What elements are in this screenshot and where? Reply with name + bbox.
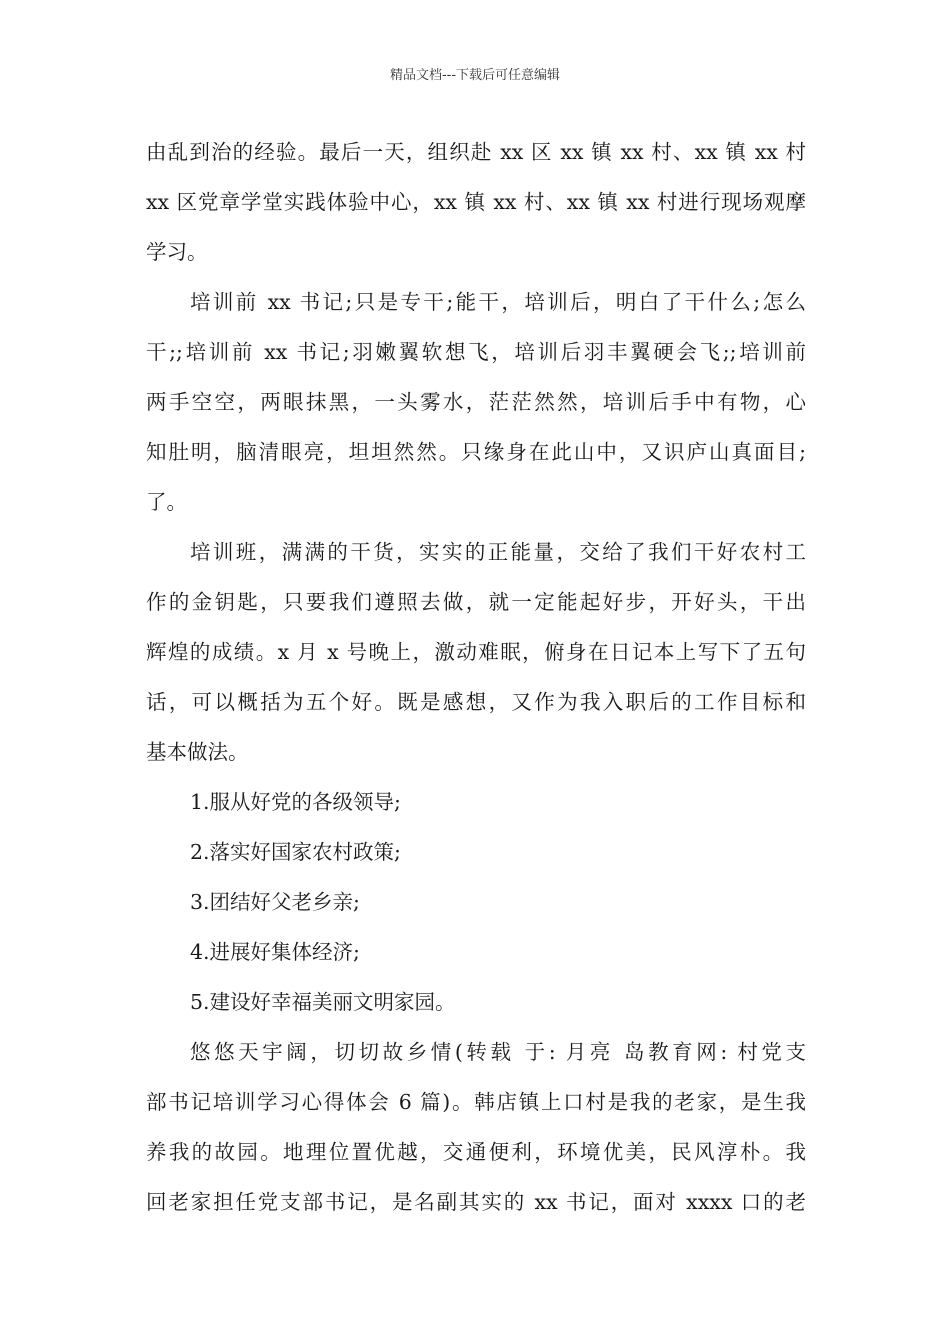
list-item: 5.建设好幸福美丽文明家园。 [190,990,456,1014]
text-line: 知肚明，脑清眼亮，坦坦然然。只缘身在此山中，又识庐山真面目; [146,440,806,464]
list-item: 4.进展好集体经济; [190,940,360,964]
paragraph [146,127,806,277]
list-item: 1.服从好党的各级领导; [190,790,401,814]
text-line: 两手空空，两眼抹黑，一头雾水，茫茫然然，培训后手中有物，心 [146,390,806,414]
text-line: 辉煌的成绩。x 月 x 号晚上，激动难眠，俯身在日记本上写下了五句 [146,640,806,664]
text-line: 部书记培训学习心得体会 6 篇)。韩店镇上口村是我的老家，是生我 [146,1090,806,1114]
paragraph [146,527,806,777]
paragraph [146,1027,806,1227]
page-header: 精品文档---下载后可任意编辑 [389,68,561,83]
text-line: 干;;培训前 xx 书记;羽嫩翼软想飞，培训后羽丰翼硬会飞;;培训前 [146,340,806,364]
text-line: 悠悠天宇阔，切切故乡情(转载 于: 月亮 岛教育网: 村党支 [190,1040,806,1064]
numbered-list [146,777,806,1027]
text-line: 基本做法。 [146,740,249,764]
document-body [146,127,806,1227]
paragraph [146,277,806,527]
text-line: 话，可以概括为五个好。既是感想，又作为我入职后的工作目标和 [146,690,806,714]
text-line: 了。 [146,490,187,514]
text-line: 学习。 [146,240,208,264]
text-line: 回老家担任党支部书记，是名副其实的 xx 书记，面对 xxxx 口的老 [146,1190,806,1214]
text-line: 培训前 xx 书记;只是专干;能干，培训后，明白了干什么;怎么 [190,290,806,314]
text-line: 由乱到治的经验。最后一天，组织赴 xx 区 xx 镇 xx 村、xx 镇 xx 村 [146,140,806,164]
text-line: 培训班，满满的干货，实实的正能量，交给了我们干好农村工 [190,540,806,564]
text-line: 养我的故园。地理位置优越，交通便利，环境优美，民风淳朴。我 [146,1140,806,1164]
text-line: 作的金钥匙，只要我们遵照去做，就一定能起好步，开好头，干出 [146,590,806,614]
list-item: 2.落实好国家农村政策; [190,840,401,864]
text-line: xx 区党章学堂实践体验中心，xx 镇 xx 村、xx 镇 xx 村进行现场观摩 [146,190,806,214]
list-item: 3.团结好父老乡亲; [190,890,360,914]
